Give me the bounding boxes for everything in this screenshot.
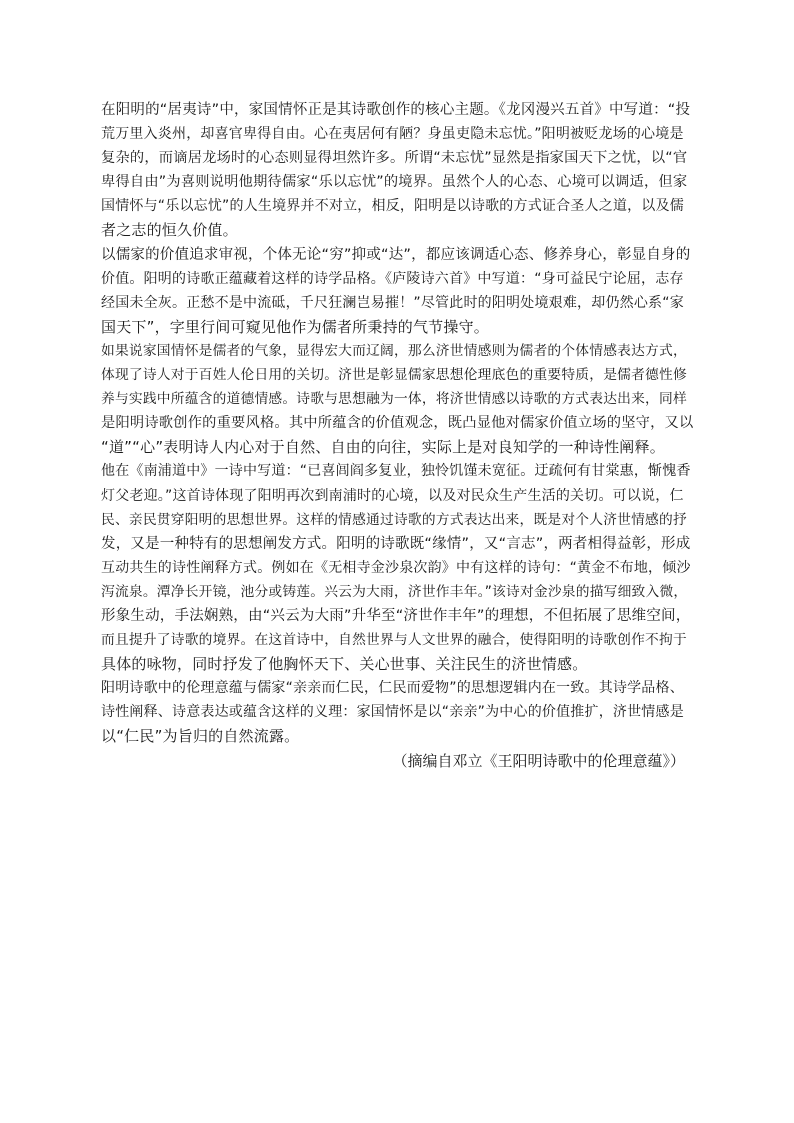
text-line: 如果说家国情怀是儒者的气象，显得宏大而辽阔，那么济世情感则为儒者的个体情感表达方式， — [101, 342, 687, 359]
text-line: 形象生动，手法娴熟，由“兴云为大雨”升华至“济世作丰年”的理想，不但拓展了思维空间， — [101, 607, 691, 624]
text-line: 泻流泉。潭净长开镜，池分或铸莲。兴云为大雨，济世作丰年。”该诗对金沙泉的描写细致入微， — [101, 583, 688, 600]
source-citation: （摘编自邓立《王阳明诗歌中的伦理意蕴》） — [392, 751, 685, 770]
text-line: 养与实践中所蕴含的道德情感。诗歌与思想融为一体，将济世情感以诗歌的方式表达出来，同样 — [101, 391, 687, 408]
text-line: 经国未全灰。正愁不是中流砥，千尺狂澜岂易摧！”尽管此时的阳明处境艰难，却仍然心系“家 — [101, 294, 684, 311]
text-line: 他在《南浦道中》一诗中写道：“已喜闾阎多复业，独怜饥馑未宽征。迂疏何有甘棠惠，惭愧香 — [101, 463, 691, 480]
text-line: 以儒家的价值追求审视，个体无论“穷”抑或“达”，都应该调适心态、修养身心，彰显自身的 — [101, 246, 691, 263]
text-line: 互动共生的诗性阐释方式。例如在《无相寺金沙泉次韵》中有这样的诗句：“黄金不布地，倾沙 — [101, 559, 691, 576]
text-line: 价值。阳明的诗歌正蕴藏着这样的诗学品格。《庐陵诗六首》中写道：“身可益民宁论屈，志存 — [101, 270, 684, 287]
text-line: 国天下”，字里行间可窥见他作为儒者所秉持的气节操守。 — [101, 317, 489, 336]
text-line: 荒万里入炎州，却喜官卑得自由。心在夷居何有陋？身虽吏隐未忘忧。”阳明被贬龙场的心境是 — [101, 126, 684, 143]
paragraph-2 — [101, 243, 693, 339]
text-line: 具体的咏物，同时抒发了他胸怀天下、关心世事、关注民生的济世情感。 — [101, 655, 588, 674]
text-line: “道”“心”表明诗人内心对于自然、自由的向往，实际上是对良知学的一种诗性阐释。 — [101, 438, 665, 457]
paragraph-5 — [101, 676, 693, 748]
text-line: 而且提升了诗歌的境界。在这首诗中，自然世界与人文世界的融合，使得阳明的诗歌创作不拘于 — [101, 632, 687, 649]
text-line: 者之志的恒久价值。 — [101, 221, 238, 240]
text-line: 体现了诗人对于百姓人伦日用的关切。济世是彰显儒家思想伦理底色的重要特质，是儒者德性修 — [101, 367, 687, 384]
article-body — [101, 98, 693, 773]
text-line: 在阳明的“居夷诗”中，家国情怀正是其诗歌创作的核心主题。《龙冈漫兴五首》中写道：“投 — [101, 102, 691, 118]
text-line: 灯父老迎。”这首诗体现了阳明再次到南浦时的心境，以及对民众生产生活的关切。可以说，仁 — [101, 487, 684, 504]
text-line: 阳明诗歌中的伦理意蕴与儒家“亲亲而仁民，仁民而爱物”的思想逻辑内在一致。其诗学品格、 — [101, 680, 684, 697]
text-line: 民、亲民贯穿阳明的思想世界。这样的情感通过诗歌的方式表达出来，既是对个人济世情感的抒 — [101, 511, 687, 528]
text-line: 国情怀与“乐以忘忧”的人生境界并不对立，相反，阳明是以诗歌的方式证合圣人之道，以及儒 — [101, 198, 684, 215]
text-line: 是阳明诗歌创作的重要风格。其中所蕴含的价值观念，既凸显他对儒家价值立场的坚守，又以 — [101, 415, 694, 432]
text-line: 卑得自由”为喜则说明他期待儒家“乐以忘忧”的境界。虽然个人的心态、心境可以调适，但家 — [101, 174, 688, 191]
text-line: 以“仁民”为旨归的自然流露。 — [101, 727, 300, 746]
paragraph-4 — [101, 459, 693, 676]
text-line: 复杂的，而谪居龙场时的心态则显得坦然许多。所谓“未忘忧”显然是指家国天下之忧，以“官 — [101, 150, 688, 167]
text-line: 诗性阐释、诗意表达或蕴含这样的义理：家国情怀是以“亲亲”为中心的价值推扩，济世情感是 — [101, 704, 684, 721]
paragraph-3 — [101, 339, 693, 459]
paragraph-1 — [101, 98, 693, 243]
text-line: 发，又是一种特有的思想阐发方式。阳明的诗歌既“缘情”，又“言志”，两者相得益彰，形成 — [101, 535, 691, 552]
